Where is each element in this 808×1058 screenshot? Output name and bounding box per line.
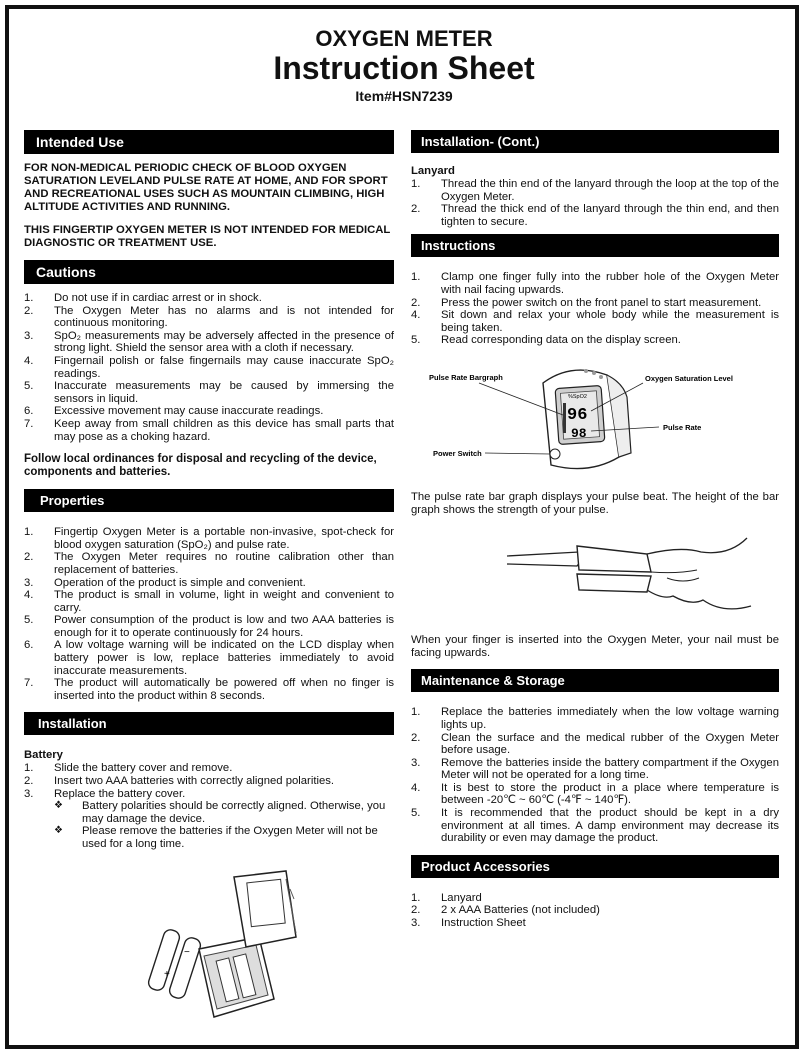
label-pulse-rate-bargraph: Pulse Rate Bargraph xyxy=(429,372,503,382)
section-header-instructions: Instructions xyxy=(411,234,779,257)
list-item: 4. It is best to store the product in a place where temperature is between -20℃ ~ 60℃ (-4℉ ~ 140℉). xyxy=(411,781,779,807)
section-header-cautions: Cautions xyxy=(24,260,394,284)
list-item: 4. Fingernail polish or false fingernails may cause inaccurate SpO₂ readings. xyxy=(24,354,394,380)
list-item: 1. Thread the thin end of the lanyard through the loop at the top of the Oxygen Meter. xyxy=(411,178,779,203)
list-item: 3. Replace the battery cover. xyxy=(24,787,186,800)
section-header-accessories: Product Accessories xyxy=(411,855,779,878)
list-item: 2. Thread the thick end of the lanyard through the thin end, and then tighten to secure. xyxy=(411,203,779,228)
finger-insertion-illustration xyxy=(411,526,779,626)
list-item: ❖ Please remove the batteries if the Oxygen Meter will not be used for a long time. xyxy=(54,825,378,850)
list-item: 3. Remove the batteries inside the battery compartment if the Oxygen Meter will not be operated for a long time. xyxy=(411,756,779,782)
list-item: 3. Operation of the product is simple and convenient. xyxy=(24,576,306,589)
battery-plus-sign: + xyxy=(164,968,170,980)
disposal-note: Follow local ordinances for disposal and recycling of the device, components and batteries. xyxy=(24,453,377,479)
finger-orientation-note: When your finger is inserted into the Oxygen Meter, your nail must be facing upwards. xyxy=(411,634,779,659)
hand-icon xyxy=(507,538,751,609)
list-item: 1. Replace the batteries immediately when the low voltage warning lights up. xyxy=(411,706,779,731)
brand-title: OXYGEN METER xyxy=(315,26,493,51)
pulse-reading: 98 xyxy=(571,425,587,441)
list-item: 6. Excessive movement may cause inaccurate readings. xyxy=(24,405,324,418)
list-item: 3. SpO₂ measurements may be adversely affected in the presence of strong light. Shield the sensor area with a cloth if necessary. xyxy=(24,329,394,355)
list-item: 5. Power consumption of the product is low and two AAA batteries is enough for it to operate continuously for 24 hours. xyxy=(24,614,394,639)
maintenance-list xyxy=(411,706,779,845)
diamond-bullet-icon: ❖ xyxy=(54,825,63,837)
list-item: 1. Fingertip Oxygen Meter is a portable non-invasive, spot-check for blood oxygen saturation (SpO₂) and pulse rate. xyxy=(24,526,394,551)
list-item: 1. Clamp one finger fully into the rubber hole of the Oxygen Meter with nail facing upwards. xyxy=(411,271,779,296)
list-item: 3. Instruction Sheet xyxy=(411,917,526,930)
battery-minus-sign: − xyxy=(184,946,190,958)
list-item: 4. Sit down and relax your whole body while the measurement is being taken. xyxy=(411,309,779,334)
spo2-reading: 96 xyxy=(567,405,588,425)
list-item: 2. Press the power switch on the front panel to start measurement. xyxy=(411,296,762,309)
list-item: 5. It is recommended that the product should be kept in a dry environment at all times. A damp environment may decrease its durability or even may damage the product. xyxy=(411,807,779,845)
accessories-list xyxy=(411,892,779,930)
device-display-diagram xyxy=(411,357,779,485)
item-number: Item#HSN7239 xyxy=(355,88,453,104)
diamond-bullet-icon: ❖ xyxy=(54,800,63,812)
label-power-switch: Power Switch xyxy=(433,448,482,458)
list-item: 7. The product will automatically be powered off when no finger is inserted into the product within 8 seconds. xyxy=(24,677,394,702)
spo2-label: %SpO2 xyxy=(568,393,587,400)
right-column xyxy=(411,130,779,940)
list-item: 2. 2 x AAA Batteries (not included) xyxy=(411,904,600,917)
list-item: 2. The Oxygen Meter requires no routine calibration other than replacement of batteries. xyxy=(24,551,394,576)
list-item: ❖ Battery polarities should be correctly aligned. Otherwise, you may damage the device. xyxy=(54,800,386,825)
list-item: 2. Clean the surface and the medical rubber of the Oxygen Meter before usage. xyxy=(411,731,779,757)
section-header-installation-cont: Installation- (Cont.) xyxy=(411,130,779,153)
label-pulse-rate: Pulse Rate xyxy=(663,422,702,432)
intended-use-warning: THIS FINGERTIP OXYGEN METER IS NOT INTENDED FOR MEDICAL DIAGNOSTIC OR TREATMENT USE. xyxy=(24,224,391,249)
bargraph-description: The pulse rate bar graph displays your pulse beat. The height of the bar graph shows the strength of your pulse. xyxy=(411,490,779,516)
cautions-list xyxy=(24,292,394,443)
label-oxygen-saturation: Oxygen Saturation Level xyxy=(645,373,733,383)
properties-list xyxy=(24,526,394,702)
page-title: Instruction Sheet xyxy=(273,50,535,86)
oximeter-device-icon xyxy=(199,871,296,1017)
section-header-maintenance: Maintenance & Storage xyxy=(411,669,779,692)
section-header-properties: Properties xyxy=(24,489,394,512)
list-item: 2. The Oxygen Meter has no alarms and is not intended for continuous monitoring. xyxy=(24,304,394,330)
list-item: 4. The product is small in volume, light in weight and convenient to carry. xyxy=(24,589,394,614)
intended-use-text: FOR NON-MEDICAL PERIODIC CHECK OF BLOOD OXYGEN SATURATION LEVELAND PULSE RATE AT HOME, AND FOR SPORT AND RECREATIONAL USES SUCH AS MOUNTAIN CLIMBING, HIGH ALTITUDE ACTIVITIES AND RUNNING. xyxy=(24,162,388,213)
battery-installation-illustration xyxy=(24,859,394,1029)
lanyard-steps-list xyxy=(411,178,779,228)
list-item: 6. A low voltage warning will be indicated on the LCD display when battery power is low, replace batteries immediately to avoid inaccurate measurements. xyxy=(24,639,394,677)
battery-subheading: Battery xyxy=(24,749,63,762)
list-item: 1. Do not use if in cardiac arrest or in shock. xyxy=(24,292,262,304)
list-item: 5. Inaccurate measurements may be caused by immersing the sensors in liquid. xyxy=(24,380,394,405)
section-header-intended-use: Intended Use xyxy=(24,130,394,154)
list-item: 1. Slide the battery cover and remove. xyxy=(24,762,233,775)
instructions-list xyxy=(411,271,779,347)
list-item: 2. Insert two AAA batteries with correctly aligned polarities. xyxy=(24,775,335,788)
list-item: 1. Lanyard xyxy=(411,891,482,904)
list-item: 7. Keep away from small children as this device has small parts that may pose as a choking hazard. xyxy=(24,417,394,443)
battery-steps-list xyxy=(24,762,394,800)
list-item: 5. Read corresponding data on the display screen. xyxy=(411,334,681,347)
battery-icon xyxy=(147,928,202,1000)
section-header-installation: Installation xyxy=(24,712,394,735)
battery-notes-list xyxy=(24,800,394,850)
left-column xyxy=(24,130,394,1029)
lanyard-subheading: Lanyard xyxy=(411,165,455,177)
